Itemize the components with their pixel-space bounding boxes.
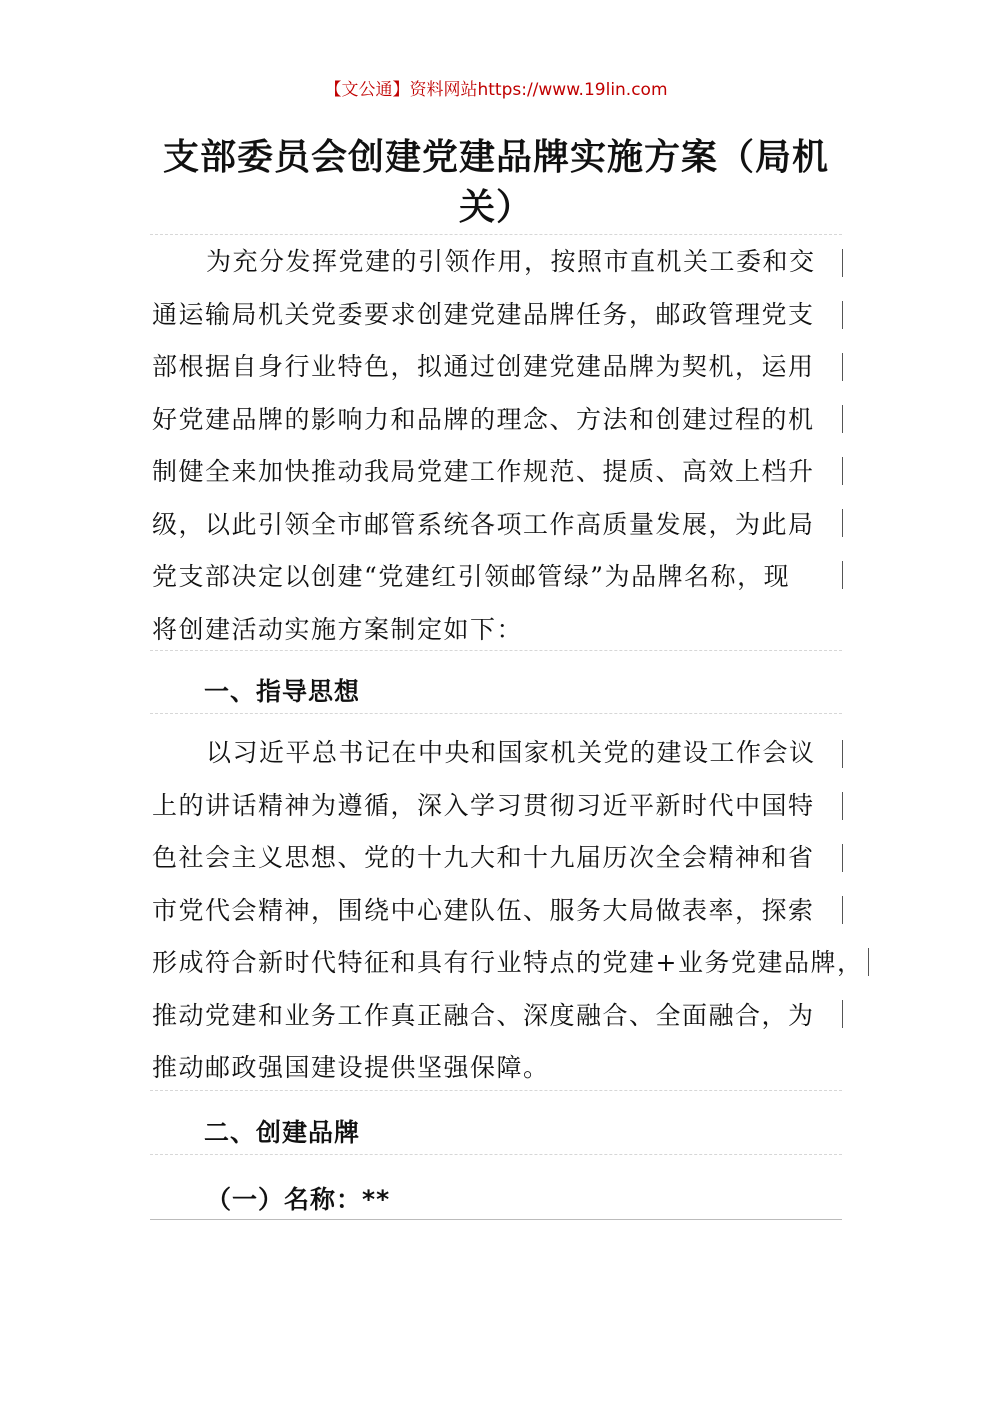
divider (150, 1154, 842, 1155)
paragraph-line: 为充分发挥党建的引领作用，按照市直机关工委和交 (206, 247, 816, 276)
margin-mark (842, 509, 843, 537)
document-title: 支部委员会创建党建品牌实施方案（局机关） (162, 137, 829, 228)
paragraph-line: 将创建活动实施方案制定如下： (152, 614, 524, 644)
section-heading-brand: 二、创建品牌 (204, 1118, 361, 1147)
section-heading-guiding-thought: 一、指导思想 (204, 677, 361, 706)
divider (150, 1219, 842, 1220)
intro-paragraph (152, 236, 842, 656)
site-header: 【文公通】资料网站https://www.19lin.com (324, 80, 668, 100)
paragraph-line: 推动邮政强国建设提供坚强保障。 (152, 1053, 550, 1082)
sub-heading-name: （一）名称：** (206, 1185, 391, 1214)
paragraph-line: 推动党建和业务工作真正融合、深度融合、全面融合，为 (152, 1000, 815, 1030)
margin-mark (842, 405, 843, 433)
paragraph-line: 色社会主义思想、党的十九大和十九届历次全会精神和省 (152, 843, 815, 872)
paragraph-line: 通运输局机关党委要求创建党建品牌任务，邮政管理党支 (152, 299, 815, 329)
margin-mark (842, 844, 843, 872)
margin-mark (842, 792, 843, 820)
paragraph-line: 市党代会精神，围绕中心建队伍、服务大局做表率，探索 (152, 895, 815, 925)
paragraph-line: 制健全来加快推动我局党建工作规范、提质、高效上档升 (152, 457, 815, 486)
divider (150, 713, 842, 714)
margin-mark (842, 353, 843, 381)
margin-mark (842, 1000, 843, 1028)
paragraph-line: 部根据自身行业特色，拟通过创建党建品牌为契机，运用 (152, 352, 815, 381)
margin-mark (842, 896, 843, 924)
divider (150, 1090, 842, 1091)
paragraph-line: 以习近平总书记在中央和国家机关党的建设工作会议 (206, 738, 816, 767)
margin-mark (842, 561, 843, 589)
margin-mark (842, 740, 843, 768)
paragraph-line: 党支部决定以创建“党建红引领邮管绿”为品牌名称，现 (152, 562, 791, 591)
guiding-thought-paragraph (152, 727, 864, 1095)
divider (150, 234, 842, 235)
margin-mark (842, 457, 843, 485)
margin-mark (842, 301, 843, 329)
divider (150, 650, 842, 651)
paragraph-line: 形成符合新时代特征和具有行业特点的党建+业务党建品牌， (152, 948, 864, 977)
margin-mark (842, 249, 843, 277)
paragraph-line: 级，以此引领全市邮管系统各项工作高质量发展，为此局 (152, 509, 815, 539)
margin-mark (868, 948, 869, 976)
paragraph-line: 好党建品牌的影响力和品牌的理念、方法和创建过程的机 (152, 404, 815, 434)
paragraph-line: 上的讲话精神为遵循，深入学习贯彻习近平新时代中国特 (152, 790, 815, 820)
